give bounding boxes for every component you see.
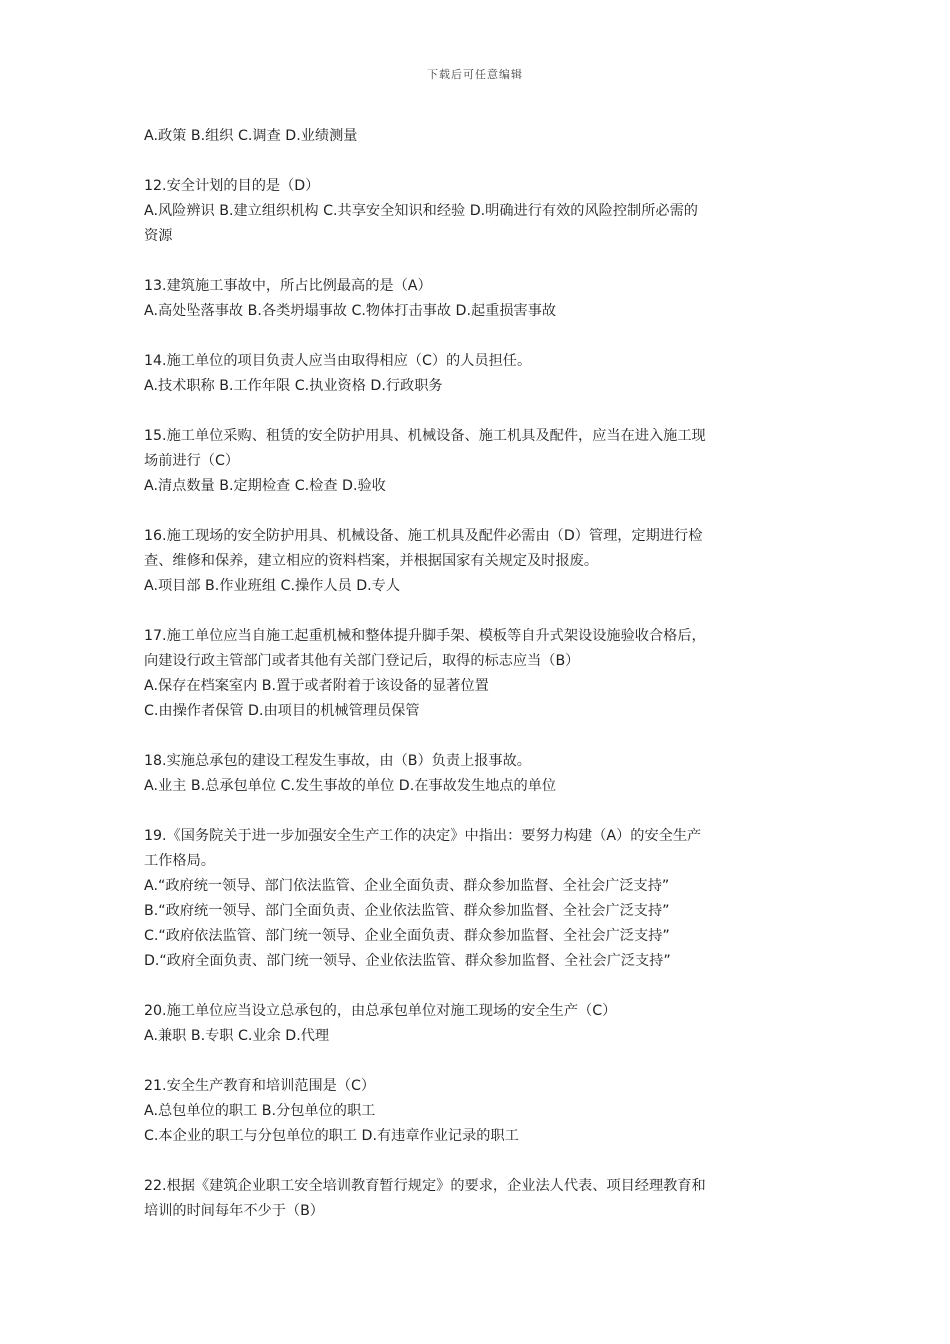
question-text: 21.安全生产教育和培训范围是（C） — [144, 1078, 376, 1094]
question-list — [144, 124, 808, 1224]
question-block — [144, 124, 808, 149]
question-text: 19.《国务院关于进一步加强安全生产工作的决定》中指出：要努力构建（A）的安全生产 — [144, 828, 702, 844]
text-line: C.由操作者保管 D.由项目的机械管理员保管 — [144, 703, 420, 719]
text-line: A.业主 B.总承包单位 C.发生事故的单位 D.在事故发生地点的单位 — [144, 778, 557, 794]
question-block — [144, 1174, 808, 1224]
text-line: A.高处坠落事故 B.各类坍塌事故 C.物体打击事故 D.起重损害事故 — [144, 303, 557, 319]
text-line: A.政策 B.组织 C.调查 D.业绩测量 — [144, 128, 358, 144]
text-line: A.风险辨识 B.建立组织机构 C.共享安全知识和经验 D.明确进行有效的风险控制所必需的 — [144, 203, 698, 219]
question-block — [144, 174, 808, 249]
text-line: A.技术职称 B.工作年限 C.执业资格 D.行政职务 — [144, 378, 443, 394]
text-line: 查、维修和保养，建立相应的资料档案，并根据国家有关规定及时报废。 — [144, 553, 599, 569]
text-line: 工作格局。 — [144, 853, 215, 869]
question-text: 18.实施总承包的建设工程发生事故，由（B）负责上报事故。 — [144, 753, 531, 769]
question-text: 15.施工单位采购、租赁的安全防护用具、机械设备、施工机具及配件，应当在进入施工现 — [144, 428, 706, 444]
question-block — [144, 749, 808, 799]
question-block — [144, 1074, 808, 1149]
text-line: B.“政府统一领导、部门全面负责、企业依法监管、群众参加监督、全社会广泛支持” — [144, 903, 670, 919]
text-line: A.“政府统一领导、部门依法监管、企业全面负责、群众参加监督、全社会广泛支持” — [144, 878, 670, 894]
question-text: 17.施工单位应当自施工起重机械和整体提升脚手架、模板等自升式架设设施验收合格后， — [144, 628, 706, 644]
text-line: C.本企业的职工与分包单位的职工 D.有违章作业记录的职工 — [144, 1128, 519, 1144]
question-block — [144, 274, 808, 324]
text-line: 向建设行政主管部门或者其他有关部门登记后，取得的标志应当（B） — [144, 653, 580, 669]
question-block — [144, 999, 808, 1049]
text-line: D.“政府全面负责、部门统一领导、企业依法监管、群众参加监督、全社会广泛支持” — [144, 953, 671, 969]
text-line: A.清点数量 B.定期检查 C.检查 D.验收 — [144, 478, 386, 494]
question-block — [144, 824, 808, 974]
text-line: A.项目部 B.作业班组 C.操作人员 D.专人 — [144, 578, 401, 594]
question-block — [144, 524, 808, 599]
question-block — [144, 624, 808, 724]
question-block — [144, 424, 808, 499]
question-text: 13.建筑施工事故中，所占比例最高的是（A） — [144, 278, 432, 294]
text-line: A.保存在档案室内 B.置于或者附着于该设备的显著位置 — [144, 678, 489, 694]
question-text: 14.施工单位的项目负责人应当由取得相应（C）的人员担任。 — [144, 353, 532, 369]
question-block — [144, 349, 808, 399]
question-text: 22.根据《建筑企业职工安全培训教育暂行规定》的要求，企业法人代表、项目经理教育和 — [144, 1178, 706, 1194]
text-line: A.总包单位的职工 B.分包单位的职工 — [144, 1103, 376, 1119]
question-text: 16.施工现场的安全防护用具、机械设备、施工机具及配件必需由（D）管理，定期进行检 — [144, 528, 703, 544]
page-header: 下载后可任意编辑 — [427, 68, 523, 81]
text-line: C.“政府依法监管、部门统一领导、企业全面负责、群众参加监督、全社会广泛支持” — [144, 928, 670, 944]
text-line: 培训的时间每年不少于（B） — [144, 1203, 324, 1219]
text-line: A.兼职 B.专职 C.业余 D.代理 — [144, 1028, 330, 1044]
question-text: 20.施工单位应当设立总承包的，由总承包单位对施工现场的安全生产（C） — [144, 1003, 617, 1019]
text-line: 场前进行（C） — [144, 453, 240, 469]
text-line: 资源 — [144, 228, 173, 244]
question-text: 12.安全计划的目的是（D） — [144, 178, 320, 194]
